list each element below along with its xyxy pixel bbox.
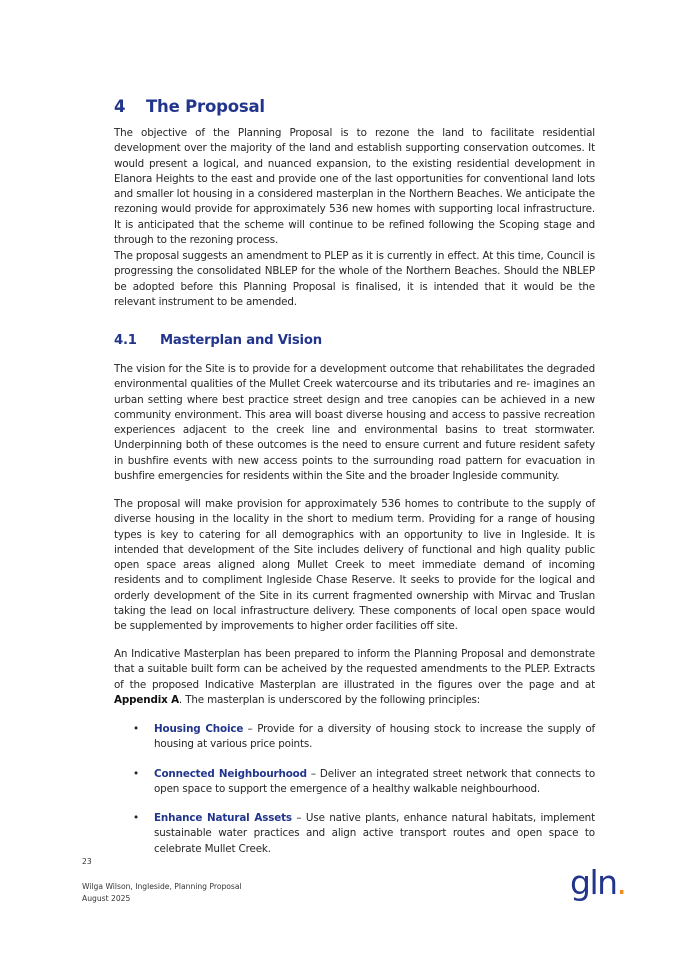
logo-text: gln (570, 863, 617, 902)
principle-text: – Use native plants, enhance natural habitats, implement sustainable water practices and align active transport routes and open space to celebrate Mullet Creek. (154, 812, 595, 855)
page-number: 23 (82, 857, 92, 866)
paragraph-objective: The objective of the Planning Proposal is to rezone the land to facilitate residential development over the majority of the land and establish supporting conservation outcomes. It would present a logical, and nuanced expansion, to the existing residential development in Elanora Heights to the east and provide one of the last opportunities for conventional land lots and smaller lot housing in a considered masterplan in the Northern Beaches. We anticipate the rezoning would provide for approximately 536 new homes with supporting local infrastructure. It is anticipated that the scheme will continue to be refined following the Scoping stage and through to the rezoning process. (114, 127, 595, 247)
section-heading (114, 97, 265, 116)
masterplan-text-end: . The masterplan is underscored by the following principles: (178, 693, 481, 706)
section-number: 4 (114, 97, 126, 116)
paragraph-masterplan (114, 647, 595, 708)
principle-term: Enhance Natural Assets (154, 812, 292, 825)
principle-term: Housing Choice (154, 723, 244, 735)
footer-date: August 2025 (82, 893, 131, 903)
gln-logo (570, 863, 626, 902)
paragraph-amendment: The proposal suggests an amendment to PLEP as it is currently in effect. At this time, Council is progressing the consolidated NBLEP for the whole of the Northern Beaches. Should the NBLEP be adopted before this Planning Proposal is finalised, it is intended that it would be the relevant instrument to be amended. (114, 250, 595, 308)
logo-dot: . (616, 863, 626, 902)
bullet-icon: • (133, 812, 139, 825)
principles-list (114, 722, 595, 871)
footer-document-title: Wilga Wilson, Ingleside, Planning Proposal (82, 882, 242, 891)
principle-housing-choice (114, 722, 595, 753)
subsection-heading (114, 333, 322, 348)
section-title: The Proposal (146, 97, 265, 116)
paragraph-provision: The proposal will make provision for approximately 536 homes to contribute to the supply of diverse housing in the locality in the short to medium term. Providing for a range of housing types is key to catering for all demographics with an opportunity to live in Ingleside. It is intended that development of the Site includes delivery of functional and high quality public open space areas aligned along Mullet Creek to meet immediate demand of incoming residents and to compliment Ingleside Chase Reserve. It seeks to provide for the logical and orderly development of the Site in its current fragmented ownership with Mirvac and Truslan taking the lead on local infrastructure delivery. These components of local open space would be supplemented by improvements to higher order facilities off site. (114, 498, 595, 633)
page-footer (82, 881, 242, 904)
principle-text: – Provide for a diversity of housing stock to increase the supply of housing at various price points. (154, 723, 595, 751)
principle-enhance-natural-assets (114, 811, 595, 857)
principle-connected-neighbourhood (114, 767, 595, 798)
principle-text: – Deliver an integrated street network that connects to open space to support the emergence of a healthy walkable neighbourhood. (154, 767, 596, 795)
principle-term: Connected Neighbourhood (154, 767, 307, 780)
bullet-icon: • (133, 767, 139, 780)
masterplan-text: An Indicative Masterplan has been prepared to inform the Planning Proposal and demonstrate that a suitable built form can be acheived by the requested amendments to the PLEP. Extracts of the proposed Indicative Masterplan are illustrated in the figures over the page and at (114, 648, 595, 691)
subsection-number: 4.1 (114, 333, 137, 348)
paragraph-vision: The vision for the Site is to provide for a development outcome that rehabilitates the degraded environmental qualities of the Mullet Creek watercourse and its tributaries and re- imagines an urban setting where best practice street design and tree canopies can be achieved in a new community environment. This area will boast diverse housing and access to passive recreation experiences adjacent to the creek line and environmental basins to treat stormwater. Underpinning both of these outcomes is the need to ensure current and future resident safety in bushfire events with new access points to the surrounding road pattern for evacuation in bushfire emergencies for residents within the Site and the broader Ingleside community. (114, 363, 595, 483)
bullet-icon: • (133, 723, 139, 735)
appendix-reference: Appendix A (114, 693, 179, 706)
subsection-title: Masterplan and Vision (160, 333, 322, 348)
